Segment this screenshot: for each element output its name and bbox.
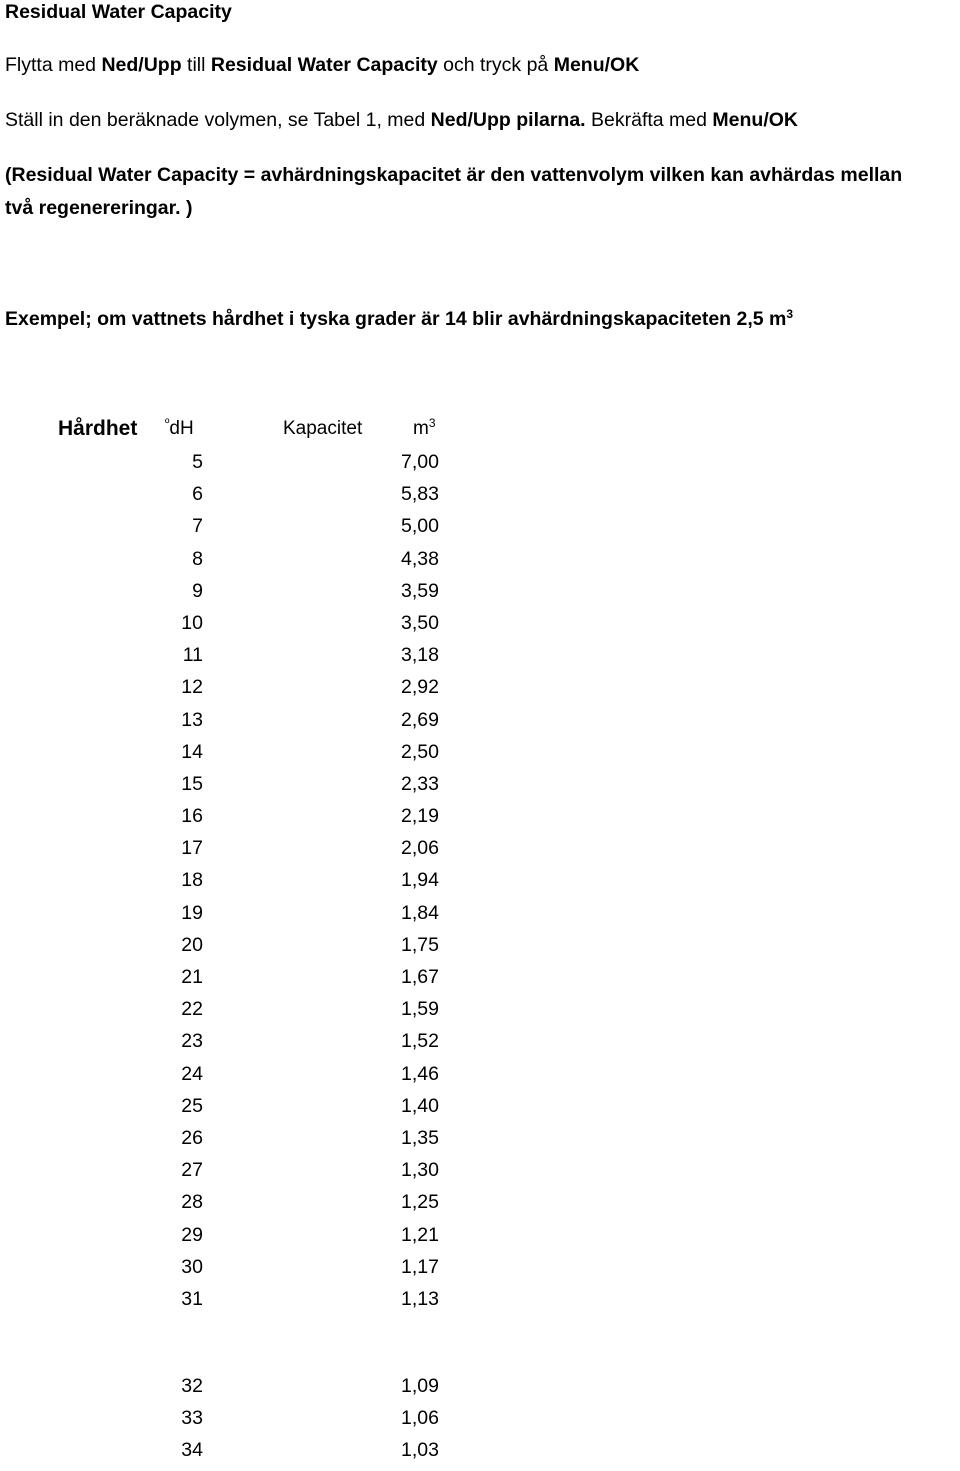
capacity-value: 1,03	[401, 1439, 439, 1462]
capacity-value: 1,17	[401, 1255, 439, 1278]
instruction-text: Flytta med	[5, 54, 102, 76]
table-header-capacity-unit	[413, 416, 436, 442]
table-row	[0, 997, 960, 1029]
table-row	[0, 1126, 960, 1158]
capacity-value: 3,18	[401, 644, 439, 667]
hardness-value: 31	[181, 1287, 203, 1310]
example-sentence: Exempel; om vattnets hårdhet i tyska grader är 14 blir avhärdningskapaciteten 2,5 m	[5, 308, 787, 330]
instruction-text: Ställ in den beräknade volymen, se Tabel 1, med	[5, 109, 431, 131]
definition-note-line-1: (Residual Water Capacity = avhärdningskapacitet är den vattenvolym vilken kan avhärdas mellan	[5, 164, 903, 186]
hardness-value: 12	[181, 676, 203, 699]
instruction-key: Menu/OK	[712, 109, 798, 131]
hardness-value: 15	[181, 772, 203, 795]
hardness-value: 6	[192, 483, 203, 506]
capacity-table-body-continued	[0, 1374, 960, 1471]
capacity-value: 2,50	[401, 740, 439, 763]
table-row	[0, 804, 960, 836]
hardness-value: 17	[181, 837, 203, 860]
table-row	[0, 1438, 960, 1470]
table-header-capacity: Kapacitet	[283, 418, 363, 439]
table-row	[0, 675, 960, 707]
instruction-key: Ned/Upp	[101, 54, 182, 76]
capacity-value: 2,06	[401, 837, 439, 860]
table-row	[0, 482, 960, 514]
table-row	[0, 1062, 960, 1094]
hardness-value: 30	[181, 1255, 203, 1278]
hardness-value: 27	[181, 1159, 203, 1182]
page-title: Residual Water Capacity	[5, 1, 232, 23]
table-row	[0, 1190, 960, 1222]
table-row	[0, 965, 960, 997]
table-header-hardness: Hårdhet	[58, 417, 138, 440]
hardness-value: 23	[181, 1030, 203, 1053]
hardness-value: 22	[181, 998, 203, 1021]
hardness-value: 25	[181, 1094, 203, 1117]
capacity-value: 1,94	[401, 869, 439, 892]
hardness-value: 28	[181, 1191, 203, 1214]
hardness-value: 34	[181, 1439, 203, 1462]
definition-note-line-2: två regenereringar. )	[5, 197, 193, 219]
table-row	[0, 933, 960, 965]
capacity-value: 2,33	[401, 772, 439, 795]
capacity-value: 1,40	[401, 1094, 439, 1117]
hardness-value: 9	[192, 579, 203, 602]
hardness-value: 11	[182, 644, 203, 667]
hardness-unit-text: dH	[169, 418, 194, 439]
table-row	[0, 1374, 960, 1406]
hardness-value: 20	[181, 933, 203, 956]
instruction-text: Bekräfta med	[585, 109, 713, 131]
hardness-value: 18	[181, 869, 203, 892]
capacity-value: 1,52	[401, 1030, 439, 1053]
table-row	[0, 1406, 960, 1438]
capacity-value: 1,35	[401, 1126, 439, 1149]
table-row	[0, 740, 960, 772]
capacity-table-body	[0, 450, 960, 1319]
table-row	[0, 1094, 960, 1126]
table-row	[0, 643, 960, 675]
table-row	[0, 611, 960, 643]
capacity-value: 5,00	[401, 515, 439, 538]
table-row	[0, 1255, 960, 1287]
capacity-value: 3,50	[401, 611, 439, 634]
capacity-value: 4,38	[401, 547, 439, 570]
hardness-value: 16	[181, 805, 203, 828]
instruction-key: Ned/Upp pilarna.	[430, 109, 586, 131]
table-header-hardness-unit	[165, 416, 194, 442]
table-row	[0, 836, 960, 868]
hardness-value: 19	[181, 901, 203, 924]
table-row	[0, 450, 960, 482]
table-row	[0, 579, 960, 611]
instruction-text: till	[181, 54, 211, 76]
capacity-value: 1,59	[401, 998, 439, 1021]
capacity-value: 1,25	[401, 1191, 439, 1214]
table-row	[0, 1287, 960, 1319]
capacity-value: 2,19	[401, 805, 439, 828]
hardness-value: 32	[181, 1375, 203, 1397]
hardness-value: 33	[181, 1407, 203, 1430]
capacity-value: 1,30	[401, 1159, 439, 1182]
capacity-value: 1,46	[401, 1062, 439, 1085]
table-row	[0, 868, 960, 900]
table-row	[0, 901, 960, 933]
capacity-value: 3,59	[401, 579, 439, 602]
hardness-value: 14	[181, 740, 203, 763]
table-row	[0, 547, 960, 579]
hardness-value: 8	[192, 547, 203, 570]
capacity-value: 1,09	[401, 1375, 439, 1397]
hardness-value: 29	[181, 1223, 203, 1246]
capacity-unit-text: m	[413, 418, 429, 439]
table-row	[0, 514, 960, 546]
table-row	[0, 708, 960, 740]
hardness-value: 21	[181, 966, 203, 988]
capacity-value: 7,00	[401, 451, 439, 473]
capacity-value: 2,92	[401, 676, 439, 699]
capacity-value: 1,67	[401, 966, 439, 988]
instruction-set-volume	[5, 108, 798, 132]
hardness-value: 5	[192, 451, 203, 473]
example-text	[5, 307, 793, 331]
example-unit-superscript: 3	[786, 307, 794, 321]
instruction-text: och tryck på	[437, 54, 554, 76]
hardness-value: 13	[181, 708, 203, 731]
table-row	[0, 1223, 960, 1255]
instruction-navigate	[5, 53, 639, 77]
hardness-value: 26	[181, 1126, 203, 1149]
capacity-unit-superscript: 3	[428, 416, 436, 430]
capacity-value: 2,69	[401, 708, 439, 731]
hardness-value: 7	[192, 515, 203, 538]
capacity-value: 1,06	[401, 1407, 439, 1430]
table-row	[0, 772, 960, 804]
instruction-menu-item: Residual Water Capacity	[210, 54, 438, 76]
capacity-value: 1,84	[401, 901, 439, 924]
capacity-value: 5,83	[401, 483, 439, 506]
instruction-key: Menu/OK	[553, 54, 640, 76]
capacity-value: 1,21	[401, 1223, 439, 1246]
hardness-value: 10	[181, 611, 203, 634]
capacity-value: 1,75	[401, 933, 439, 956]
hardness-value: 24	[181, 1062, 203, 1085]
table-row	[0, 1029, 960, 1061]
table-row	[0, 1158, 960, 1190]
capacity-value: 1,13	[401, 1287, 439, 1310]
degree-symbol: º	[165, 416, 170, 430]
